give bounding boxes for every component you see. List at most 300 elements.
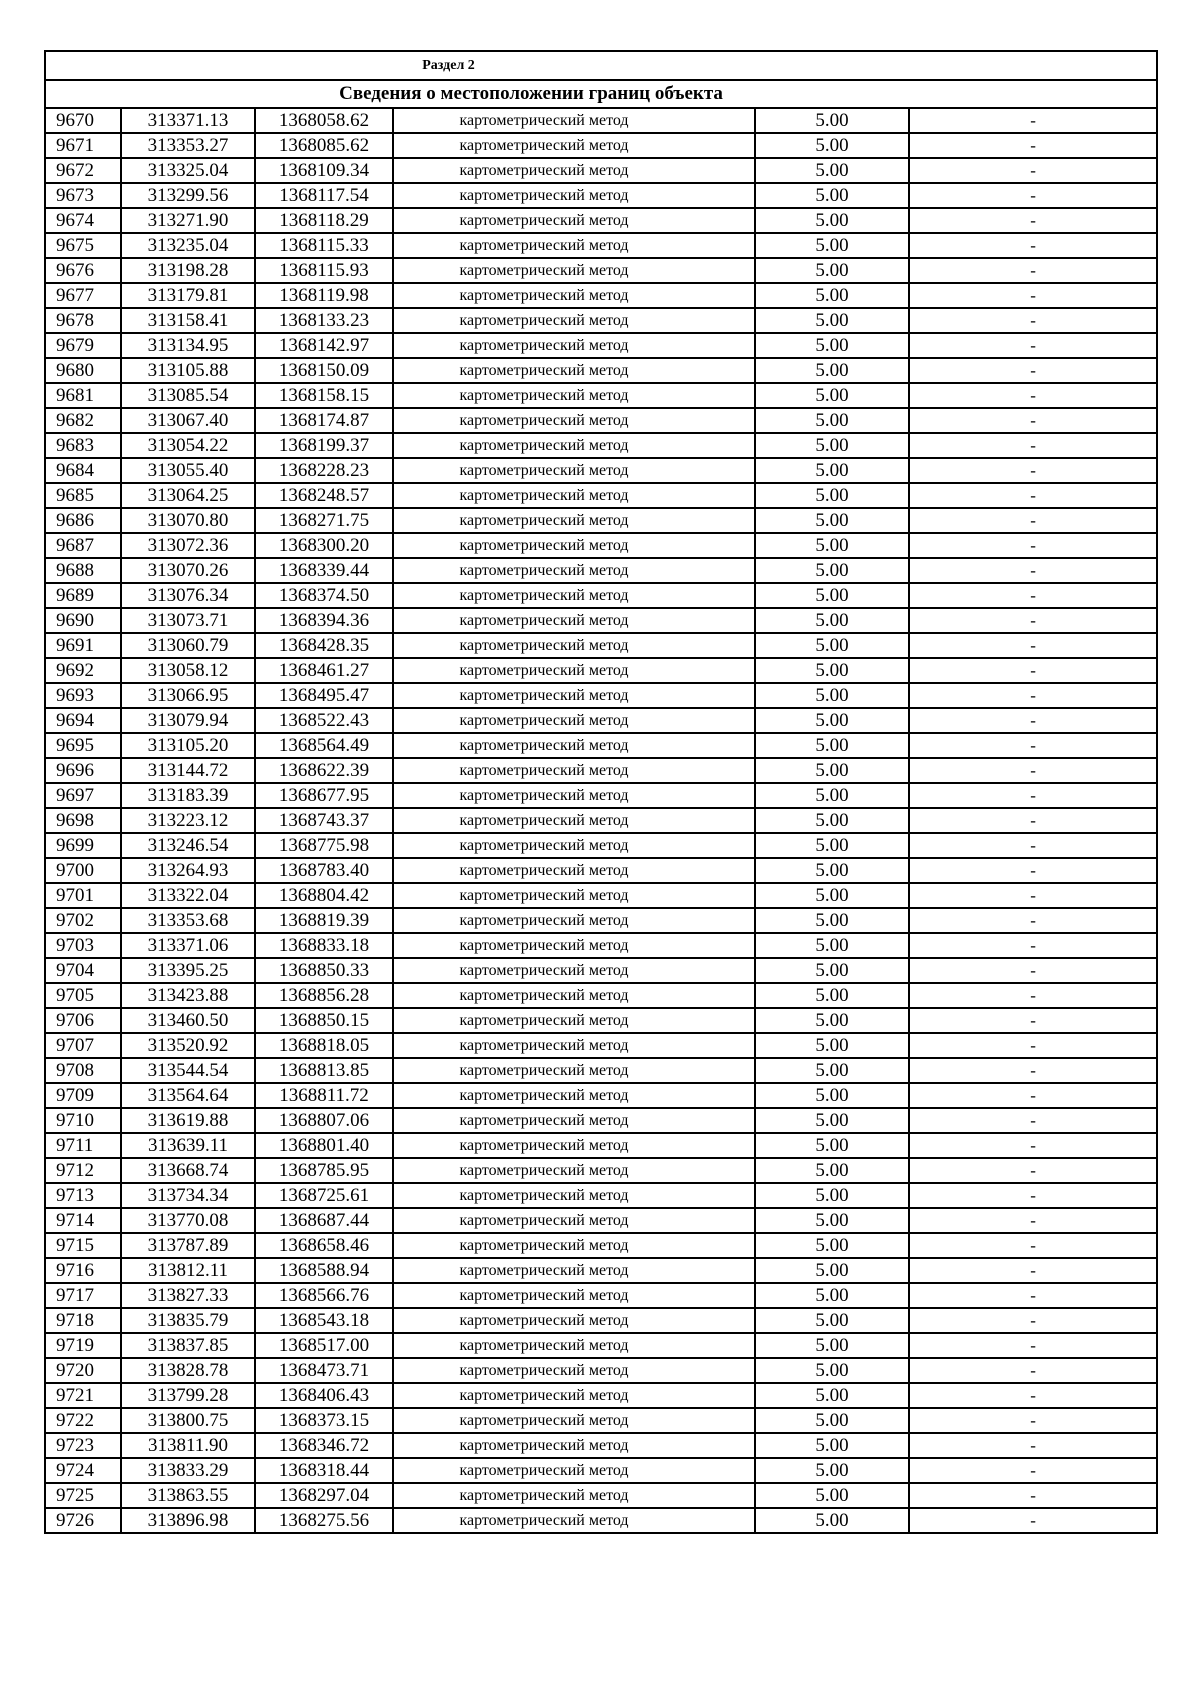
note-cell: - bbox=[909, 1283, 1157, 1308]
point-number-cell: 9726 bbox=[45, 1508, 121, 1533]
error-cell: 5.00 bbox=[755, 833, 909, 858]
point-number-cell: 9676 bbox=[45, 258, 121, 283]
table-row bbox=[45, 383, 1157, 408]
method-cell: картометрический метод bbox=[393, 933, 755, 958]
point-number-cell: 9681 bbox=[45, 383, 121, 408]
point-number-cell: 9698 bbox=[45, 808, 121, 833]
x-coordinate-cell: 313564.64 bbox=[121, 1083, 255, 1108]
method-cell: картометрический метод bbox=[393, 1033, 755, 1058]
table-row bbox=[45, 658, 1157, 683]
method-cell: картометрический метод bbox=[393, 1133, 755, 1158]
table-row bbox=[45, 1233, 1157, 1258]
y-coordinate-cell: 1368346.72 bbox=[255, 1433, 393, 1458]
method-cell: картометрический метод bbox=[393, 158, 755, 183]
point-number-cell: 9689 bbox=[45, 583, 121, 608]
x-coordinate-cell: 313371.13 bbox=[121, 108, 255, 133]
note-cell: - bbox=[909, 633, 1157, 658]
method-cell: картометрический метод bbox=[393, 108, 755, 133]
error-cell: 5.00 bbox=[755, 358, 909, 383]
x-coordinate-cell: 313064.25 bbox=[121, 483, 255, 508]
x-coordinate-cell: 313811.90 bbox=[121, 1433, 255, 1458]
x-coordinate-cell: 313353.68 bbox=[121, 908, 255, 933]
error-cell: 5.00 bbox=[755, 433, 909, 458]
table-row bbox=[45, 458, 1157, 483]
point-number-cell: 9714 bbox=[45, 1208, 121, 1233]
table-row bbox=[45, 1358, 1157, 1383]
method-cell: картометрический метод bbox=[393, 608, 755, 633]
method-cell: картометрический метод bbox=[393, 183, 755, 208]
error-cell: 5.00 bbox=[755, 1133, 909, 1158]
point-number-cell: 9680 bbox=[45, 358, 121, 383]
point-number-cell: 9722 bbox=[45, 1408, 121, 1433]
y-coordinate-cell: 1368085.62 bbox=[255, 133, 393, 158]
note-cell: - bbox=[909, 1333, 1157, 1358]
table-row bbox=[45, 733, 1157, 758]
note-cell: - bbox=[909, 708, 1157, 733]
method-cell: картометрический метод bbox=[393, 433, 755, 458]
x-coordinate-cell: 313828.78 bbox=[121, 1358, 255, 1383]
y-coordinate-cell: 1368133.23 bbox=[255, 308, 393, 333]
table-row bbox=[45, 683, 1157, 708]
error-cell: 5.00 bbox=[755, 208, 909, 233]
y-coordinate-cell: 1368150.09 bbox=[255, 358, 393, 383]
table-row bbox=[45, 1083, 1157, 1108]
error-cell: 5.00 bbox=[755, 1508, 909, 1533]
error-cell: 5.00 bbox=[755, 583, 909, 608]
y-coordinate-cell: 1368142.97 bbox=[255, 333, 393, 358]
point-number-cell: 9696 bbox=[45, 758, 121, 783]
note-cell: - bbox=[909, 1083, 1157, 1108]
error-cell: 5.00 bbox=[755, 1408, 909, 1433]
y-coordinate-cell: 1368622.39 bbox=[255, 758, 393, 783]
x-coordinate-cell: 313264.93 bbox=[121, 858, 255, 883]
x-coordinate-cell: 313105.20 bbox=[121, 733, 255, 758]
point-number-cell: 9702 bbox=[45, 908, 121, 933]
method-cell: картометрический метод bbox=[393, 1283, 755, 1308]
note-cell: - bbox=[909, 883, 1157, 908]
method-cell: картометрический метод bbox=[393, 133, 755, 158]
table-row bbox=[45, 1258, 1157, 1283]
error-cell: 5.00 bbox=[755, 133, 909, 158]
point-number-cell: 9684 bbox=[45, 458, 121, 483]
x-coordinate-cell: 313067.40 bbox=[121, 408, 255, 433]
point-number-cell: 9686 bbox=[45, 508, 121, 533]
error-cell: 5.00 bbox=[755, 458, 909, 483]
error-cell: 5.00 bbox=[755, 408, 909, 433]
note-cell: - bbox=[909, 1233, 1157, 1258]
table-row bbox=[45, 1133, 1157, 1158]
error-cell: 5.00 bbox=[755, 708, 909, 733]
method-cell: картометрический метод bbox=[393, 283, 755, 308]
error-cell: 5.00 bbox=[755, 1008, 909, 1033]
y-coordinate-cell: 1368811.72 bbox=[255, 1083, 393, 1108]
x-coordinate-cell: 313058.12 bbox=[121, 658, 255, 683]
x-coordinate-cell: 313787.89 bbox=[121, 1233, 255, 1258]
method-cell: картометрический метод bbox=[393, 1208, 755, 1233]
point-number-cell: 9692 bbox=[45, 658, 121, 683]
point-number-cell: 9718 bbox=[45, 1308, 121, 1333]
note-cell: - bbox=[909, 458, 1157, 483]
note-cell: - bbox=[909, 433, 1157, 458]
table-row bbox=[45, 408, 1157, 433]
error-cell: 5.00 bbox=[755, 258, 909, 283]
point-number-cell: 9687 bbox=[45, 533, 121, 558]
y-coordinate-cell: 1368818.05 bbox=[255, 1033, 393, 1058]
x-coordinate-cell: 313353.27 bbox=[121, 133, 255, 158]
error-cell: 5.00 bbox=[755, 1058, 909, 1083]
table-row bbox=[45, 1183, 1157, 1208]
table-row bbox=[45, 333, 1157, 358]
x-coordinate-cell: 313158.41 bbox=[121, 308, 255, 333]
x-coordinate-cell: 313395.25 bbox=[121, 958, 255, 983]
y-coordinate-cell: 1368564.49 bbox=[255, 733, 393, 758]
note-cell: - bbox=[909, 283, 1157, 308]
method-cell: картометрический метод bbox=[393, 983, 755, 1008]
method-cell: картометрический метод bbox=[393, 1258, 755, 1283]
y-coordinate-cell: 1368394.36 bbox=[255, 608, 393, 633]
method-cell: картометрический метод bbox=[393, 1508, 755, 1533]
method-cell: картометрический метод bbox=[393, 408, 755, 433]
method-cell: картометрический метод bbox=[393, 1183, 755, 1208]
note-cell: - bbox=[909, 383, 1157, 408]
error-cell: 5.00 bbox=[755, 683, 909, 708]
method-cell: картометрический метод bbox=[393, 458, 755, 483]
y-coordinate-cell: 1368807.06 bbox=[255, 1108, 393, 1133]
x-coordinate-cell: 313639.11 bbox=[121, 1133, 255, 1158]
error-cell: 5.00 bbox=[755, 158, 909, 183]
note-cell: - bbox=[909, 783, 1157, 808]
y-coordinate-cell: 1368566.76 bbox=[255, 1283, 393, 1308]
method-cell: картометрический метод bbox=[393, 558, 755, 583]
table-row bbox=[45, 208, 1157, 233]
y-coordinate-cell: 1368658.46 bbox=[255, 1233, 393, 1258]
note-cell: - bbox=[909, 233, 1157, 258]
x-coordinate-cell: 313837.85 bbox=[121, 1333, 255, 1358]
point-number-cell: 9678 bbox=[45, 308, 121, 333]
error-cell: 5.00 bbox=[755, 483, 909, 508]
method-cell: картометрический метод bbox=[393, 708, 755, 733]
note-cell: - bbox=[909, 1358, 1157, 1383]
error-cell: 5.00 bbox=[755, 1183, 909, 1208]
x-coordinate-cell: 313520.92 bbox=[121, 1033, 255, 1058]
method-cell: картометрический метод bbox=[393, 233, 755, 258]
table-row bbox=[45, 1458, 1157, 1483]
table-row bbox=[45, 858, 1157, 883]
point-number-cell: 9683 bbox=[45, 433, 121, 458]
y-coordinate-cell: 1368588.94 bbox=[255, 1258, 393, 1283]
note-cell: - bbox=[909, 1183, 1157, 1208]
x-coordinate-cell: 313619.88 bbox=[121, 1108, 255, 1133]
x-coordinate-cell: 313800.75 bbox=[121, 1408, 255, 1433]
y-coordinate-cell: 1368117.54 bbox=[255, 183, 393, 208]
x-coordinate-cell: 313183.39 bbox=[121, 783, 255, 808]
point-number-cell: 9710 bbox=[45, 1108, 121, 1133]
x-coordinate-cell: 313544.54 bbox=[121, 1058, 255, 1083]
table-row bbox=[45, 758, 1157, 783]
error-cell: 5.00 bbox=[755, 283, 909, 308]
point-number-cell: 9705 bbox=[45, 983, 121, 1008]
point-number-cell: 9682 bbox=[45, 408, 121, 433]
method-cell: картометрический метод bbox=[393, 1058, 755, 1083]
y-coordinate-cell: 1368819.39 bbox=[255, 908, 393, 933]
note-cell: - bbox=[909, 1008, 1157, 1033]
method-cell: картометрический метод bbox=[393, 883, 755, 908]
table-row bbox=[45, 983, 1157, 1008]
y-coordinate-cell: 1368199.37 bbox=[255, 433, 393, 458]
table-row bbox=[45, 833, 1157, 858]
note-cell: - bbox=[909, 308, 1157, 333]
error-cell: 5.00 bbox=[755, 558, 909, 583]
x-coordinate-cell: 313734.34 bbox=[121, 1183, 255, 1208]
note-cell: - bbox=[909, 958, 1157, 983]
y-coordinate-cell: 1368428.35 bbox=[255, 633, 393, 658]
note-cell: - bbox=[909, 1408, 1157, 1433]
error-cell: 5.00 bbox=[755, 333, 909, 358]
table-row bbox=[45, 583, 1157, 608]
y-coordinate-cell: 1368473.71 bbox=[255, 1358, 393, 1383]
error-cell: 5.00 bbox=[755, 1108, 909, 1133]
method-cell: картометрический метод bbox=[393, 208, 755, 233]
x-coordinate-cell: 313833.29 bbox=[121, 1458, 255, 1483]
y-coordinate-cell: 1368271.75 bbox=[255, 508, 393, 533]
note-cell: - bbox=[909, 1433, 1157, 1458]
error-cell: 5.00 bbox=[755, 1158, 909, 1183]
note-cell: - bbox=[909, 858, 1157, 883]
point-number-cell: 9725 bbox=[45, 1483, 121, 1508]
method-cell: картометрический метод bbox=[393, 308, 755, 333]
error-cell: 5.00 bbox=[755, 608, 909, 633]
point-number-cell: 9688 bbox=[45, 558, 121, 583]
method-cell: картометрический метод bbox=[393, 758, 755, 783]
method-cell: картометрический метод bbox=[393, 333, 755, 358]
note-cell: - bbox=[909, 833, 1157, 858]
x-coordinate-cell: 313460.50 bbox=[121, 1008, 255, 1033]
error-cell: 5.00 bbox=[755, 1358, 909, 1383]
y-coordinate-cell: 1368725.61 bbox=[255, 1183, 393, 1208]
error-cell: 5.00 bbox=[755, 933, 909, 958]
error-cell: 5.00 bbox=[755, 533, 909, 558]
x-coordinate-cell: 313085.54 bbox=[121, 383, 255, 408]
note-cell: - bbox=[909, 208, 1157, 233]
x-coordinate-cell: 313076.34 bbox=[121, 583, 255, 608]
point-number-cell: 9690 bbox=[45, 608, 121, 633]
table-row bbox=[45, 633, 1157, 658]
y-coordinate-cell: 1368058.62 bbox=[255, 108, 393, 133]
error-cell: 5.00 bbox=[755, 908, 909, 933]
table-row bbox=[45, 1433, 1157, 1458]
y-coordinate-cell: 1368339.44 bbox=[255, 558, 393, 583]
boundary-table bbox=[44, 50, 1158, 1534]
boundary-table-body bbox=[45, 51, 1157, 1533]
y-coordinate-cell: 1368248.57 bbox=[255, 483, 393, 508]
note-cell: - bbox=[909, 1258, 1157, 1283]
point-number-cell: 9672 bbox=[45, 158, 121, 183]
point-number-cell: 9693 bbox=[45, 683, 121, 708]
point-number-cell: 9697 bbox=[45, 783, 121, 808]
note-cell: - bbox=[909, 1508, 1157, 1533]
point-number-cell: 9679 bbox=[45, 333, 121, 358]
table-row bbox=[45, 508, 1157, 533]
error-cell: 5.00 bbox=[755, 1083, 909, 1108]
y-coordinate-cell: 1368677.95 bbox=[255, 783, 393, 808]
point-number-cell: 9706 bbox=[45, 1008, 121, 1033]
table-row bbox=[45, 283, 1157, 308]
method-cell: картометрический метод bbox=[393, 1083, 755, 1108]
table-row bbox=[45, 1033, 1157, 1058]
point-number-cell: 9701 bbox=[45, 883, 121, 908]
y-coordinate-cell: 1368275.56 bbox=[255, 1508, 393, 1533]
point-number-cell: 9695 bbox=[45, 733, 121, 758]
error-cell: 5.00 bbox=[755, 1333, 909, 1358]
table-row bbox=[45, 1483, 1157, 1508]
point-number-cell: 9674 bbox=[45, 208, 121, 233]
y-coordinate-cell: 1368461.27 bbox=[255, 658, 393, 683]
y-coordinate-cell: 1368850.33 bbox=[255, 958, 393, 983]
table-row bbox=[45, 1308, 1157, 1333]
point-number-cell: 9715 bbox=[45, 1233, 121, 1258]
error-cell: 5.00 bbox=[755, 883, 909, 908]
title-header-row bbox=[45, 80, 1157, 108]
y-coordinate-cell: 1368119.98 bbox=[255, 283, 393, 308]
note-cell: - bbox=[909, 1308, 1157, 1333]
point-number-cell: 9723 bbox=[45, 1433, 121, 1458]
section-label: Раздел 2 bbox=[45, 51, 1157, 80]
y-coordinate-cell: 1368115.93 bbox=[255, 258, 393, 283]
note-cell: - bbox=[909, 483, 1157, 508]
note-cell: - bbox=[909, 258, 1157, 283]
x-coordinate-cell: 313072.36 bbox=[121, 533, 255, 558]
error-cell: 5.00 bbox=[755, 733, 909, 758]
y-coordinate-cell: 1368406.43 bbox=[255, 1383, 393, 1408]
point-number-cell: 9713 bbox=[45, 1183, 121, 1208]
method-cell: картометрический метод bbox=[393, 383, 755, 408]
table-row bbox=[45, 1408, 1157, 1433]
table-row bbox=[45, 258, 1157, 283]
x-coordinate-cell: 313246.54 bbox=[121, 833, 255, 858]
x-coordinate-cell: 313223.12 bbox=[121, 808, 255, 833]
method-cell: картометрический метод bbox=[393, 1483, 755, 1508]
table-row bbox=[45, 433, 1157, 458]
note-cell: - bbox=[909, 1483, 1157, 1508]
x-coordinate-cell: 313198.28 bbox=[121, 258, 255, 283]
note-cell: - bbox=[909, 333, 1157, 358]
point-number-cell: 9670 bbox=[45, 108, 121, 133]
point-number-cell: 9685 bbox=[45, 483, 121, 508]
table-row bbox=[45, 533, 1157, 558]
method-cell: картометрический метод bbox=[393, 258, 755, 283]
note-cell: - bbox=[909, 108, 1157, 133]
method-cell: картометрический метод bbox=[393, 1158, 755, 1183]
table-row bbox=[45, 608, 1157, 633]
error-cell: 5.00 bbox=[755, 1308, 909, 1333]
x-coordinate-cell: 313060.79 bbox=[121, 633, 255, 658]
x-coordinate-cell: 313299.56 bbox=[121, 183, 255, 208]
note-cell: - bbox=[909, 1058, 1157, 1083]
table-row bbox=[45, 483, 1157, 508]
error-cell: 5.00 bbox=[755, 808, 909, 833]
method-cell: картометрический метод bbox=[393, 1408, 755, 1433]
point-number-cell: 9712 bbox=[45, 1158, 121, 1183]
method-cell: картометрический метод bbox=[393, 1308, 755, 1333]
error-cell: 5.00 bbox=[755, 633, 909, 658]
point-number-cell: 9707 bbox=[45, 1033, 121, 1058]
point-number-cell: 9694 bbox=[45, 708, 121, 733]
x-coordinate-cell: 313423.88 bbox=[121, 983, 255, 1008]
table-row bbox=[45, 183, 1157, 208]
x-coordinate-cell: 313827.33 bbox=[121, 1283, 255, 1308]
error-cell: 5.00 bbox=[755, 383, 909, 408]
table-row bbox=[45, 1108, 1157, 1133]
point-number-cell: 9673 bbox=[45, 183, 121, 208]
method-cell: картометрический метод bbox=[393, 733, 755, 758]
error-cell: 5.00 bbox=[755, 1483, 909, 1508]
note-cell: - bbox=[909, 1108, 1157, 1133]
point-number-cell: 9700 bbox=[45, 858, 121, 883]
table-row bbox=[45, 958, 1157, 983]
method-cell: картометрический метод bbox=[393, 833, 755, 858]
method-cell: картометрический метод bbox=[393, 1358, 755, 1383]
x-coordinate-cell: 313235.04 bbox=[121, 233, 255, 258]
y-coordinate-cell: 1368318.44 bbox=[255, 1458, 393, 1483]
table-row bbox=[45, 308, 1157, 333]
y-coordinate-cell: 1368522.43 bbox=[255, 708, 393, 733]
x-coordinate-cell: 313896.98 bbox=[121, 1508, 255, 1533]
note-cell: - bbox=[909, 1033, 1157, 1058]
table-row bbox=[45, 933, 1157, 958]
error-cell: 5.00 bbox=[755, 658, 909, 683]
table-row bbox=[45, 883, 1157, 908]
method-cell: картометрический метод bbox=[393, 683, 755, 708]
section-header-row bbox=[45, 51, 1157, 80]
note-cell: - bbox=[909, 183, 1157, 208]
table-row bbox=[45, 358, 1157, 383]
point-number-cell: 9719 bbox=[45, 1333, 121, 1358]
note-cell: - bbox=[909, 1133, 1157, 1158]
y-coordinate-cell: 1368850.15 bbox=[255, 1008, 393, 1033]
method-cell: картометрический метод bbox=[393, 783, 755, 808]
x-coordinate-cell: 313863.55 bbox=[121, 1483, 255, 1508]
method-cell: картометрический метод bbox=[393, 633, 755, 658]
error-cell: 5.00 bbox=[755, 1458, 909, 1483]
y-coordinate-cell: 1368833.18 bbox=[255, 933, 393, 958]
point-number-cell: 9704 bbox=[45, 958, 121, 983]
note-cell: - bbox=[909, 558, 1157, 583]
x-coordinate-cell: 313770.08 bbox=[121, 1208, 255, 1233]
y-coordinate-cell: 1368118.29 bbox=[255, 208, 393, 233]
error-cell: 5.00 bbox=[755, 758, 909, 783]
y-coordinate-cell: 1368373.15 bbox=[255, 1408, 393, 1433]
point-number-cell: 9691 bbox=[45, 633, 121, 658]
table-title: Сведения о местоположении границ объекта bbox=[45, 80, 1157, 108]
y-coordinate-cell: 1368297.04 bbox=[255, 1483, 393, 1508]
point-number-cell: 9720 bbox=[45, 1358, 121, 1383]
y-coordinate-cell: 1368856.28 bbox=[255, 983, 393, 1008]
table-row bbox=[45, 1158, 1157, 1183]
point-number-cell: 9677 bbox=[45, 283, 121, 308]
x-coordinate-cell: 313073.71 bbox=[121, 608, 255, 633]
point-number-cell: 9711 bbox=[45, 1133, 121, 1158]
table-row bbox=[45, 1058, 1157, 1083]
table-row bbox=[45, 708, 1157, 733]
y-coordinate-cell: 1368775.98 bbox=[255, 833, 393, 858]
note-cell: - bbox=[909, 583, 1157, 608]
y-coordinate-cell: 1368801.40 bbox=[255, 1133, 393, 1158]
note-cell: - bbox=[909, 683, 1157, 708]
method-cell: картометрический метод bbox=[393, 1233, 755, 1258]
note-cell: - bbox=[909, 658, 1157, 683]
x-coordinate-cell: 313055.40 bbox=[121, 458, 255, 483]
point-number-cell: 9716 bbox=[45, 1258, 121, 1283]
